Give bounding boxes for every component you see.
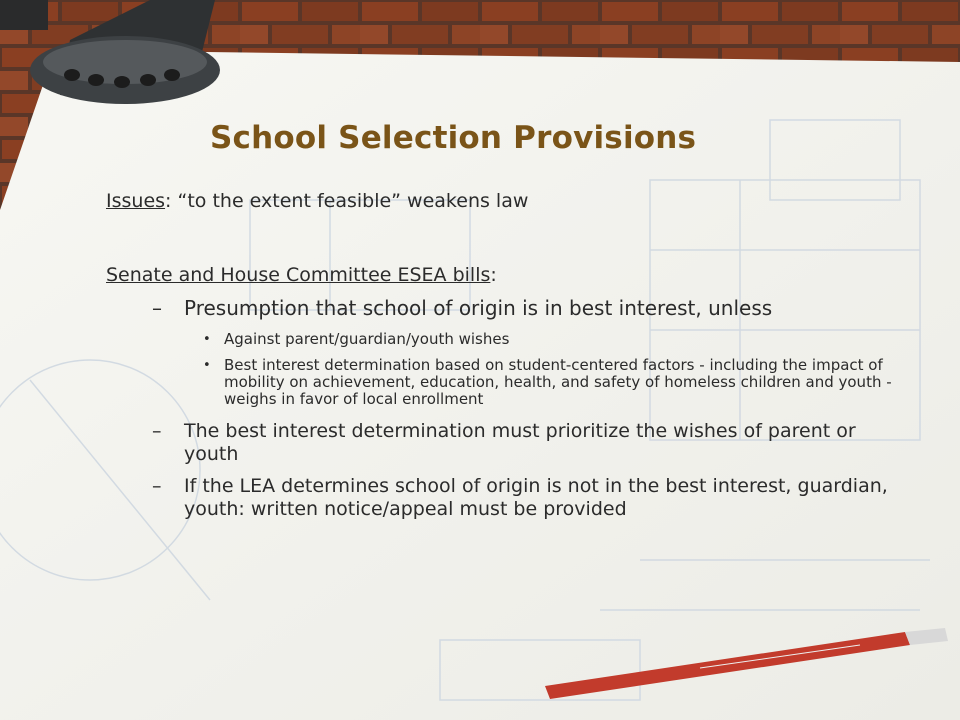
- point-text: The best interest determination must prioritize the wishes of parent or youth: [184, 420, 856, 465]
- senate-heading: [106, 261, 906, 289]
- bullet-marker: •: [203, 358, 211, 373]
- slide-content: [106, 187, 906, 521]
- senate-label: Senate and House Committee ESEA bills: [106, 264, 491, 286]
- point-text: Presumption that school of origin is in best interest, unless: [184, 296, 773, 320]
- point-written-notice: [106, 475, 906, 521]
- issues-line: [106, 187, 906, 215]
- dash-marker: –: [152, 475, 162, 497]
- subpoint-best-interest-factors: [106, 357, 906, 408]
- subpoint-text: Against parent/guardian/youth wishes: [224, 330, 510, 348]
- issues-label: Issues: [106, 190, 166, 212]
- bullet-marker: •: [203, 332, 211, 347]
- dash-marker: –: [152, 420, 162, 442]
- subpoint-text: Best interest determination based on student-centered factors - including the impact of mobility on achievement, education, health, and safety of homeless children and youth - weighs in favor of local enrollment: [224, 356, 892, 408]
- point-text: If the LEA determines school of origin is not in the best interest, guardian, youth: written notice/appeal must be provided: [184, 475, 888, 520]
- issues-text: “to the extent feasible” weakens law: [171, 190, 529, 212]
- senate-separator: :: [490, 264, 497, 286]
- slide-title: School Selection Provisions: [210, 120, 697, 156]
- subpoint-wishes: [106, 331, 906, 348]
- point-prioritize-wishes: [106, 420, 906, 466]
- point-presumption: [106, 296, 906, 320]
- issues-separator: :: [165, 190, 172, 212]
- dash-marker: –: [152, 296, 162, 320]
